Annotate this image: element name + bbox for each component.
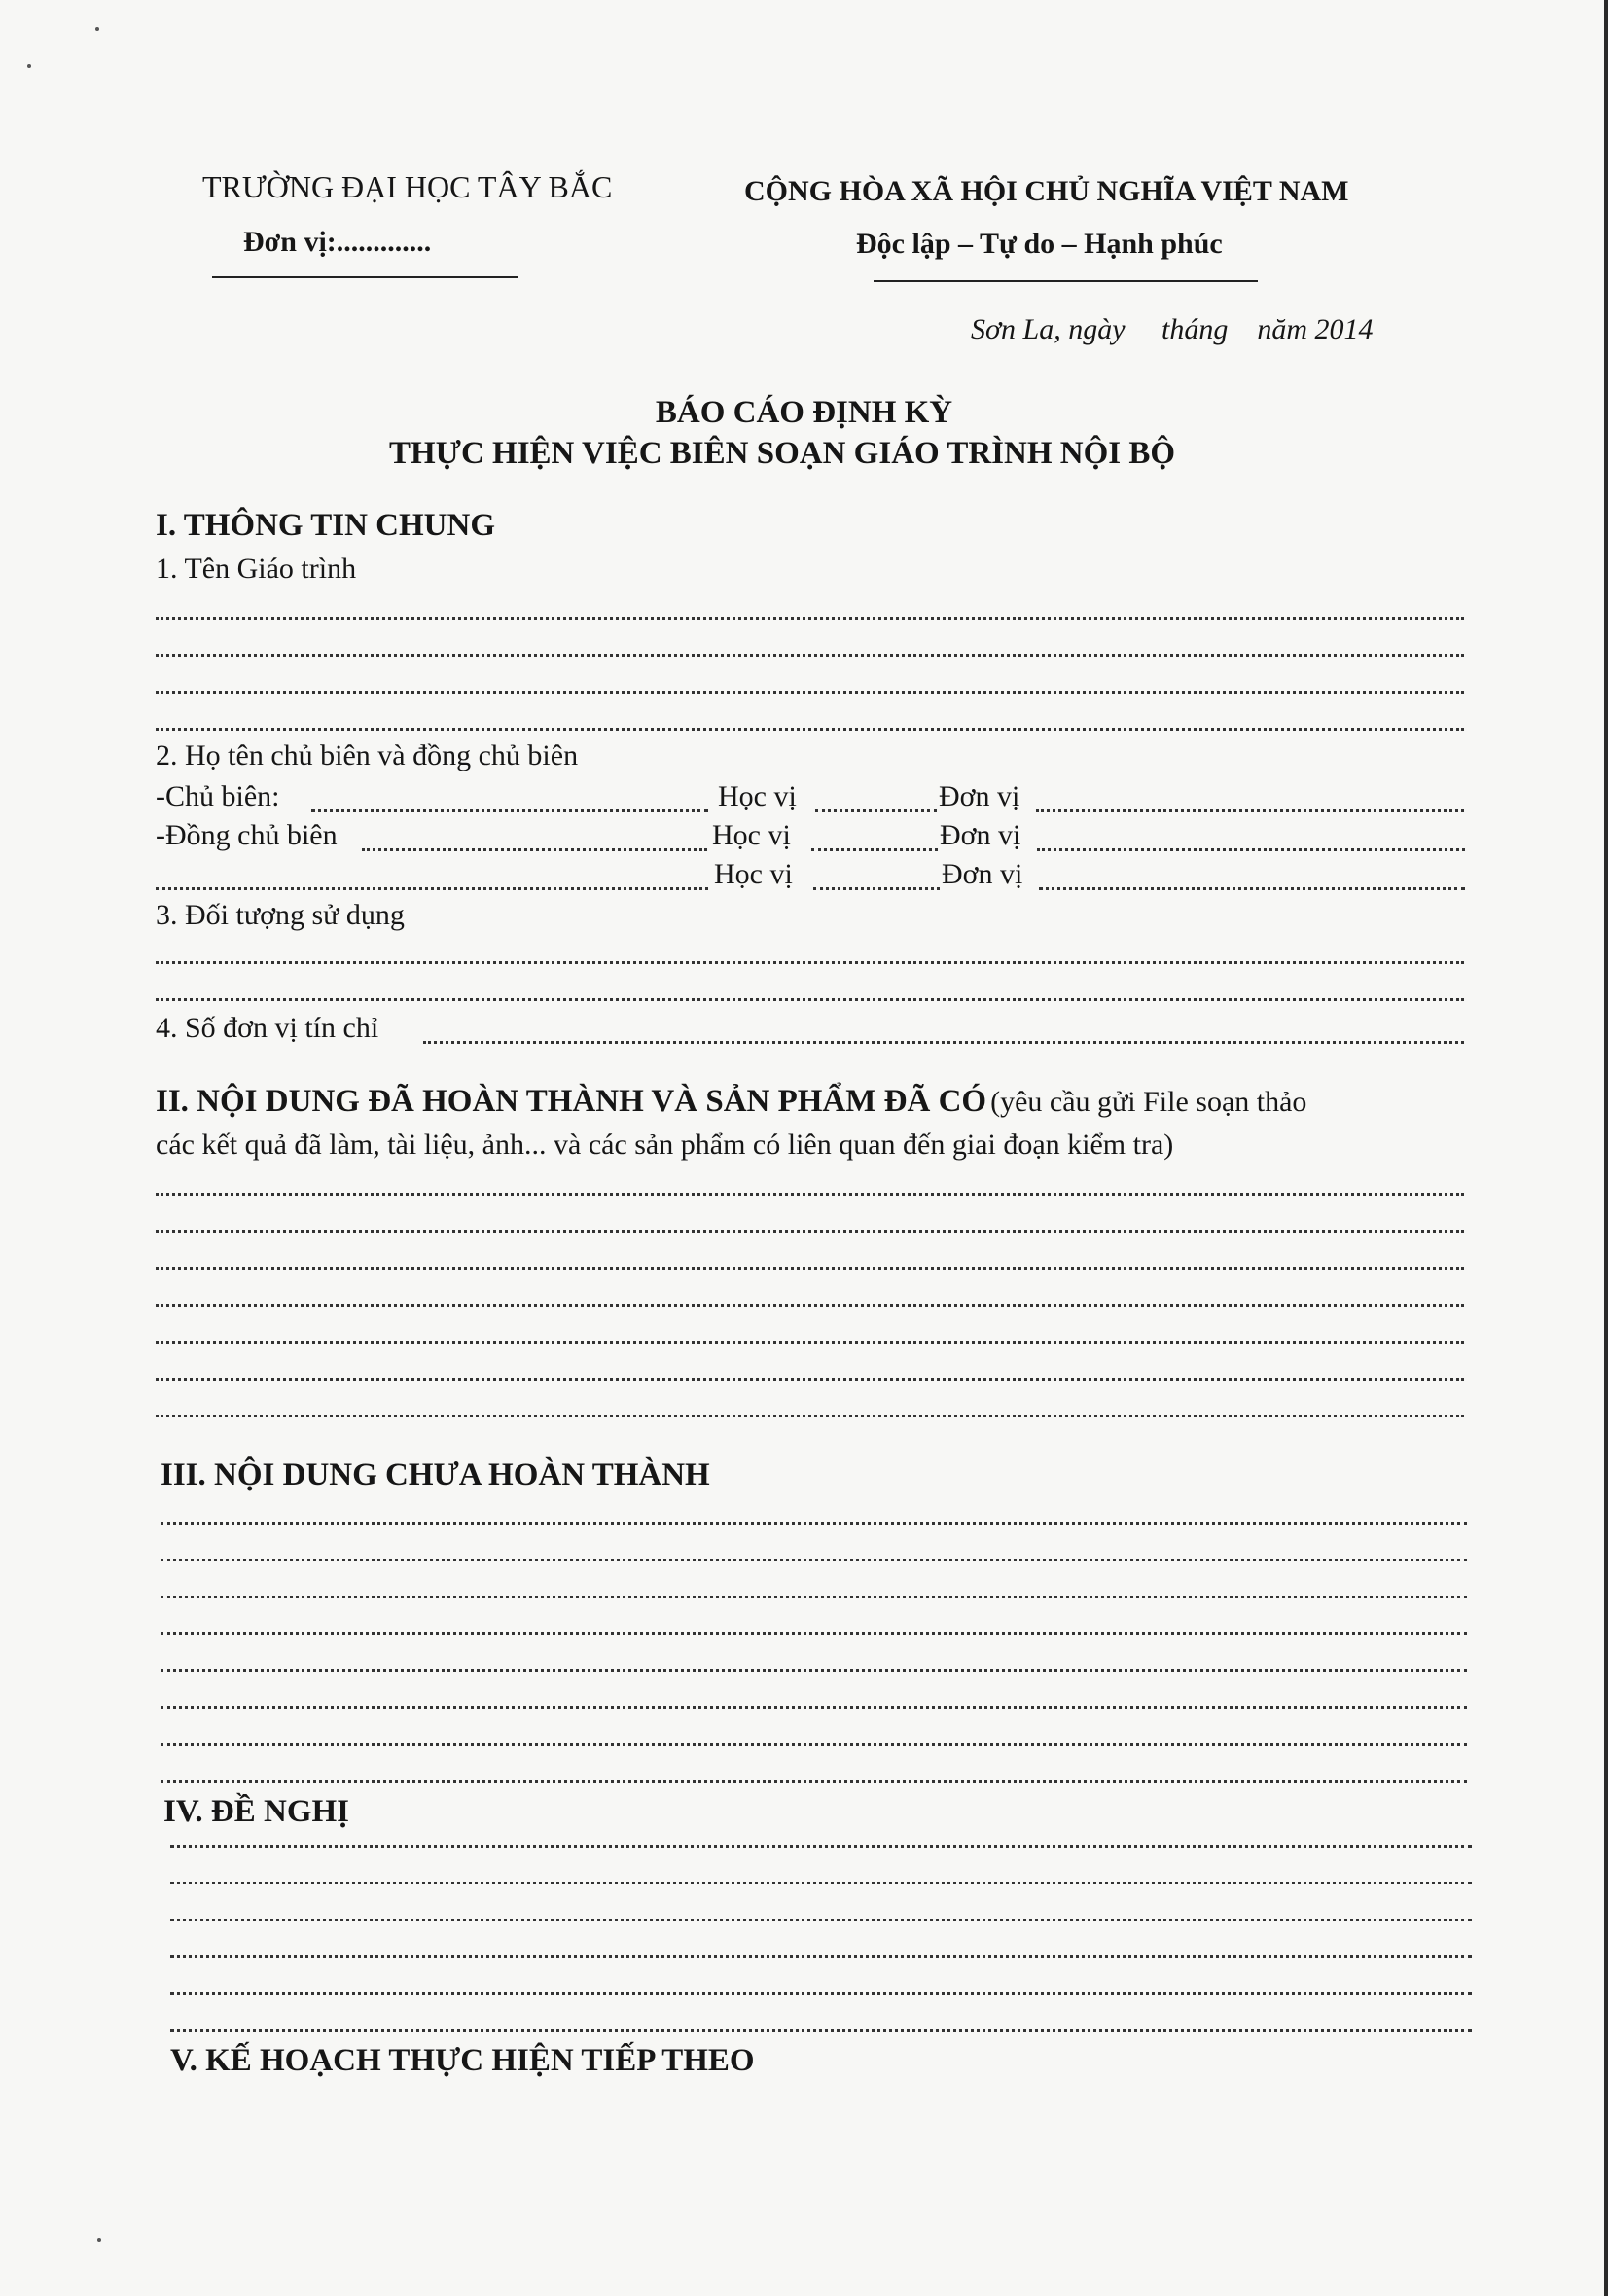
motto: Độc lập – Tự do – Hạnh phúc — [856, 228, 1223, 260]
fill-line[interactable] — [156, 1193, 1464, 1196]
fill-line[interactable] — [161, 1596, 1467, 1598]
item-textbook-name: 1. Tên Giáo trình — [156, 553, 357, 585]
unit-label: Đơn vị:............. — [243, 226, 432, 258]
degree-label: Học vị — [712, 819, 791, 851]
item-target-users: 3. Đối tượng sử dụng — [156, 899, 405, 931]
scan-speck — [27, 64, 31, 68]
fill-line[interactable] — [170, 1882, 1472, 1884]
fill-line[interactable] — [170, 1919, 1472, 1921]
fill-line[interactable] — [161, 1522, 1467, 1525]
degree-label: Học vị — [714, 858, 793, 890]
co-editor-label: -Đồng chủ biên — [156, 819, 338, 851]
scan-speck — [97, 2238, 101, 2242]
fill-line[interactable] — [156, 691, 1464, 694]
fill-line[interactable] — [156, 961, 1464, 964]
section3-heading: III. NỘI DUNG CHƯA HOÀN THÀNH — [161, 1457, 710, 1492]
credits-field[interactable] — [423, 1041, 1464, 1044]
unit-field[interactable] — [1037, 848, 1465, 851]
fill-line[interactable] — [170, 2029, 1472, 2032]
item-editors: 2. Họ tên chủ biên và đồng chủ biên — [156, 739, 579, 771]
section2-note: (yêu cầu gửi File soạn thảo — [990, 1086, 1307, 1118]
fill-line[interactable] — [156, 1341, 1464, 1344]
school-name: TRƯỜNG ĐẠI HỌC TÂY BẮC — [202, 169, 613, 204]
section2-heading: II. NỘI DUNG ĐÃ HOÀN THÀNH VÀ SẢN PHẨM ĐÃ CÓ — [156, 1084, 987, 1119]
degree-field[interactable] — [811, 848, 938, 851]
fill-line[interactable] — [170, 1992, 1472, 1995]
fill-line[interactable] — [156, 1304, 1464, 1307]
header-underline-right — [874, 280, 1258, 282]
fill-line[interactable] — [161, 1706, 1467, 1709]
unit-field-label: Đơn vị — [940, 819, 1021, 851]
country-name: CỘNG HÒA XÃ HỘI CHỦ NGHĨA VIỆT NAM — [744, 175, 1349, 207]
fill-line[interactable] — [161, 1559, 1467, 1561]
co-editor-field[interactable] — [156, 887, 708, 890]
fill-line[interactable] — [156, 998, 1464, 1001]
fill-line[interactable] — [161, 1669, 1467, 1672]
fill-line[interactable] — [156, 1378, 1464, 1381]
section2-note-cont: các kết quả đã làm, tài liệu, ảnh... và các sản phẩm có liên quan đến giai đoạn kiểm tra) — [156, 1129, 1174, 1161]
fill-line[interactable] — [161, 1743, 1467, 1746]
fill-line[interactable] — [161, 1632, 1467, 1635]
unit-field[interactable] — [1036, 809, 1464, 812]
fill-line[interactable] — [156, 728, 1464, 731]
header-underline-left — [212, 276, 518, 278]
fill-line[interactable] — [156, 1267, 1464, 1270]
degree-field[interactable] — [815, 809, 937, 812]
degree-label: Học vị — [718, 780, 797, 812]
fill-line[interactable] — [156, 654, 1464, 657]
degree-field[interactable] — [813, 887, 940, 890]
section1-heading: I. THÔNG TIN CHUNG — [156, 508, 496, 543]
fill-line[interactable] — [156, 1230, 1464, 1233]
co-editor-field[interactable] — [362, 848, 707, 851]
fill-line[interactable] — [170, 1955, 1472, 1958]
fill-line[interactable] — [170, 1845, 1472, 1848]
item-credits: 4. Số đơn vị tín chỉ — [156, 1012, 379, 1044]
chief-editor-label: -Chủ biên: — [156, 780, 280, 812]
fill-line[interactable] — [156, 1415, 1464, 1417]
scan-edge — [1604, 0, 1608, 2296]
fill-line[interactable] — [161, 1780, 1467, 1783]
section4-heading: IV. ĐỀ NGHỊ — [163, 1794, 350, 1829]
unit-field[interactable] — [1039, 887, 1465, 890]
unit-field-label: Đơn vị — [939, 780, 1020, 812]
chief-editor-field[interactable] — [311, 809, 708, 812]
scan-speck — [95, 27, 99, 31]
fill-line[interactable] — [156, 617, 1464, 620]
unit-field-label: Đơn vị — [942, 858, 1023, 890]
report-title: BÁO CÁO ĐỊNH KỲ — [655, 395, 953, 430]
section2-heading-line — [156, 1084, 1306, 1120]
section5-heading: V. KẾ HOẠCH THỰC HIỆN TIẾP THEO — [170, 2043, 755, 2078]
place-date: Sơn La, ngày tháng năm 2014 — [971, 313, 1374, 345]
report-subtitle: THỰC HIỆN VIỆC BIÊN SOẠN GIÁO TRÌNH NỘI BỘ — [389, 436, 1176, 471]
